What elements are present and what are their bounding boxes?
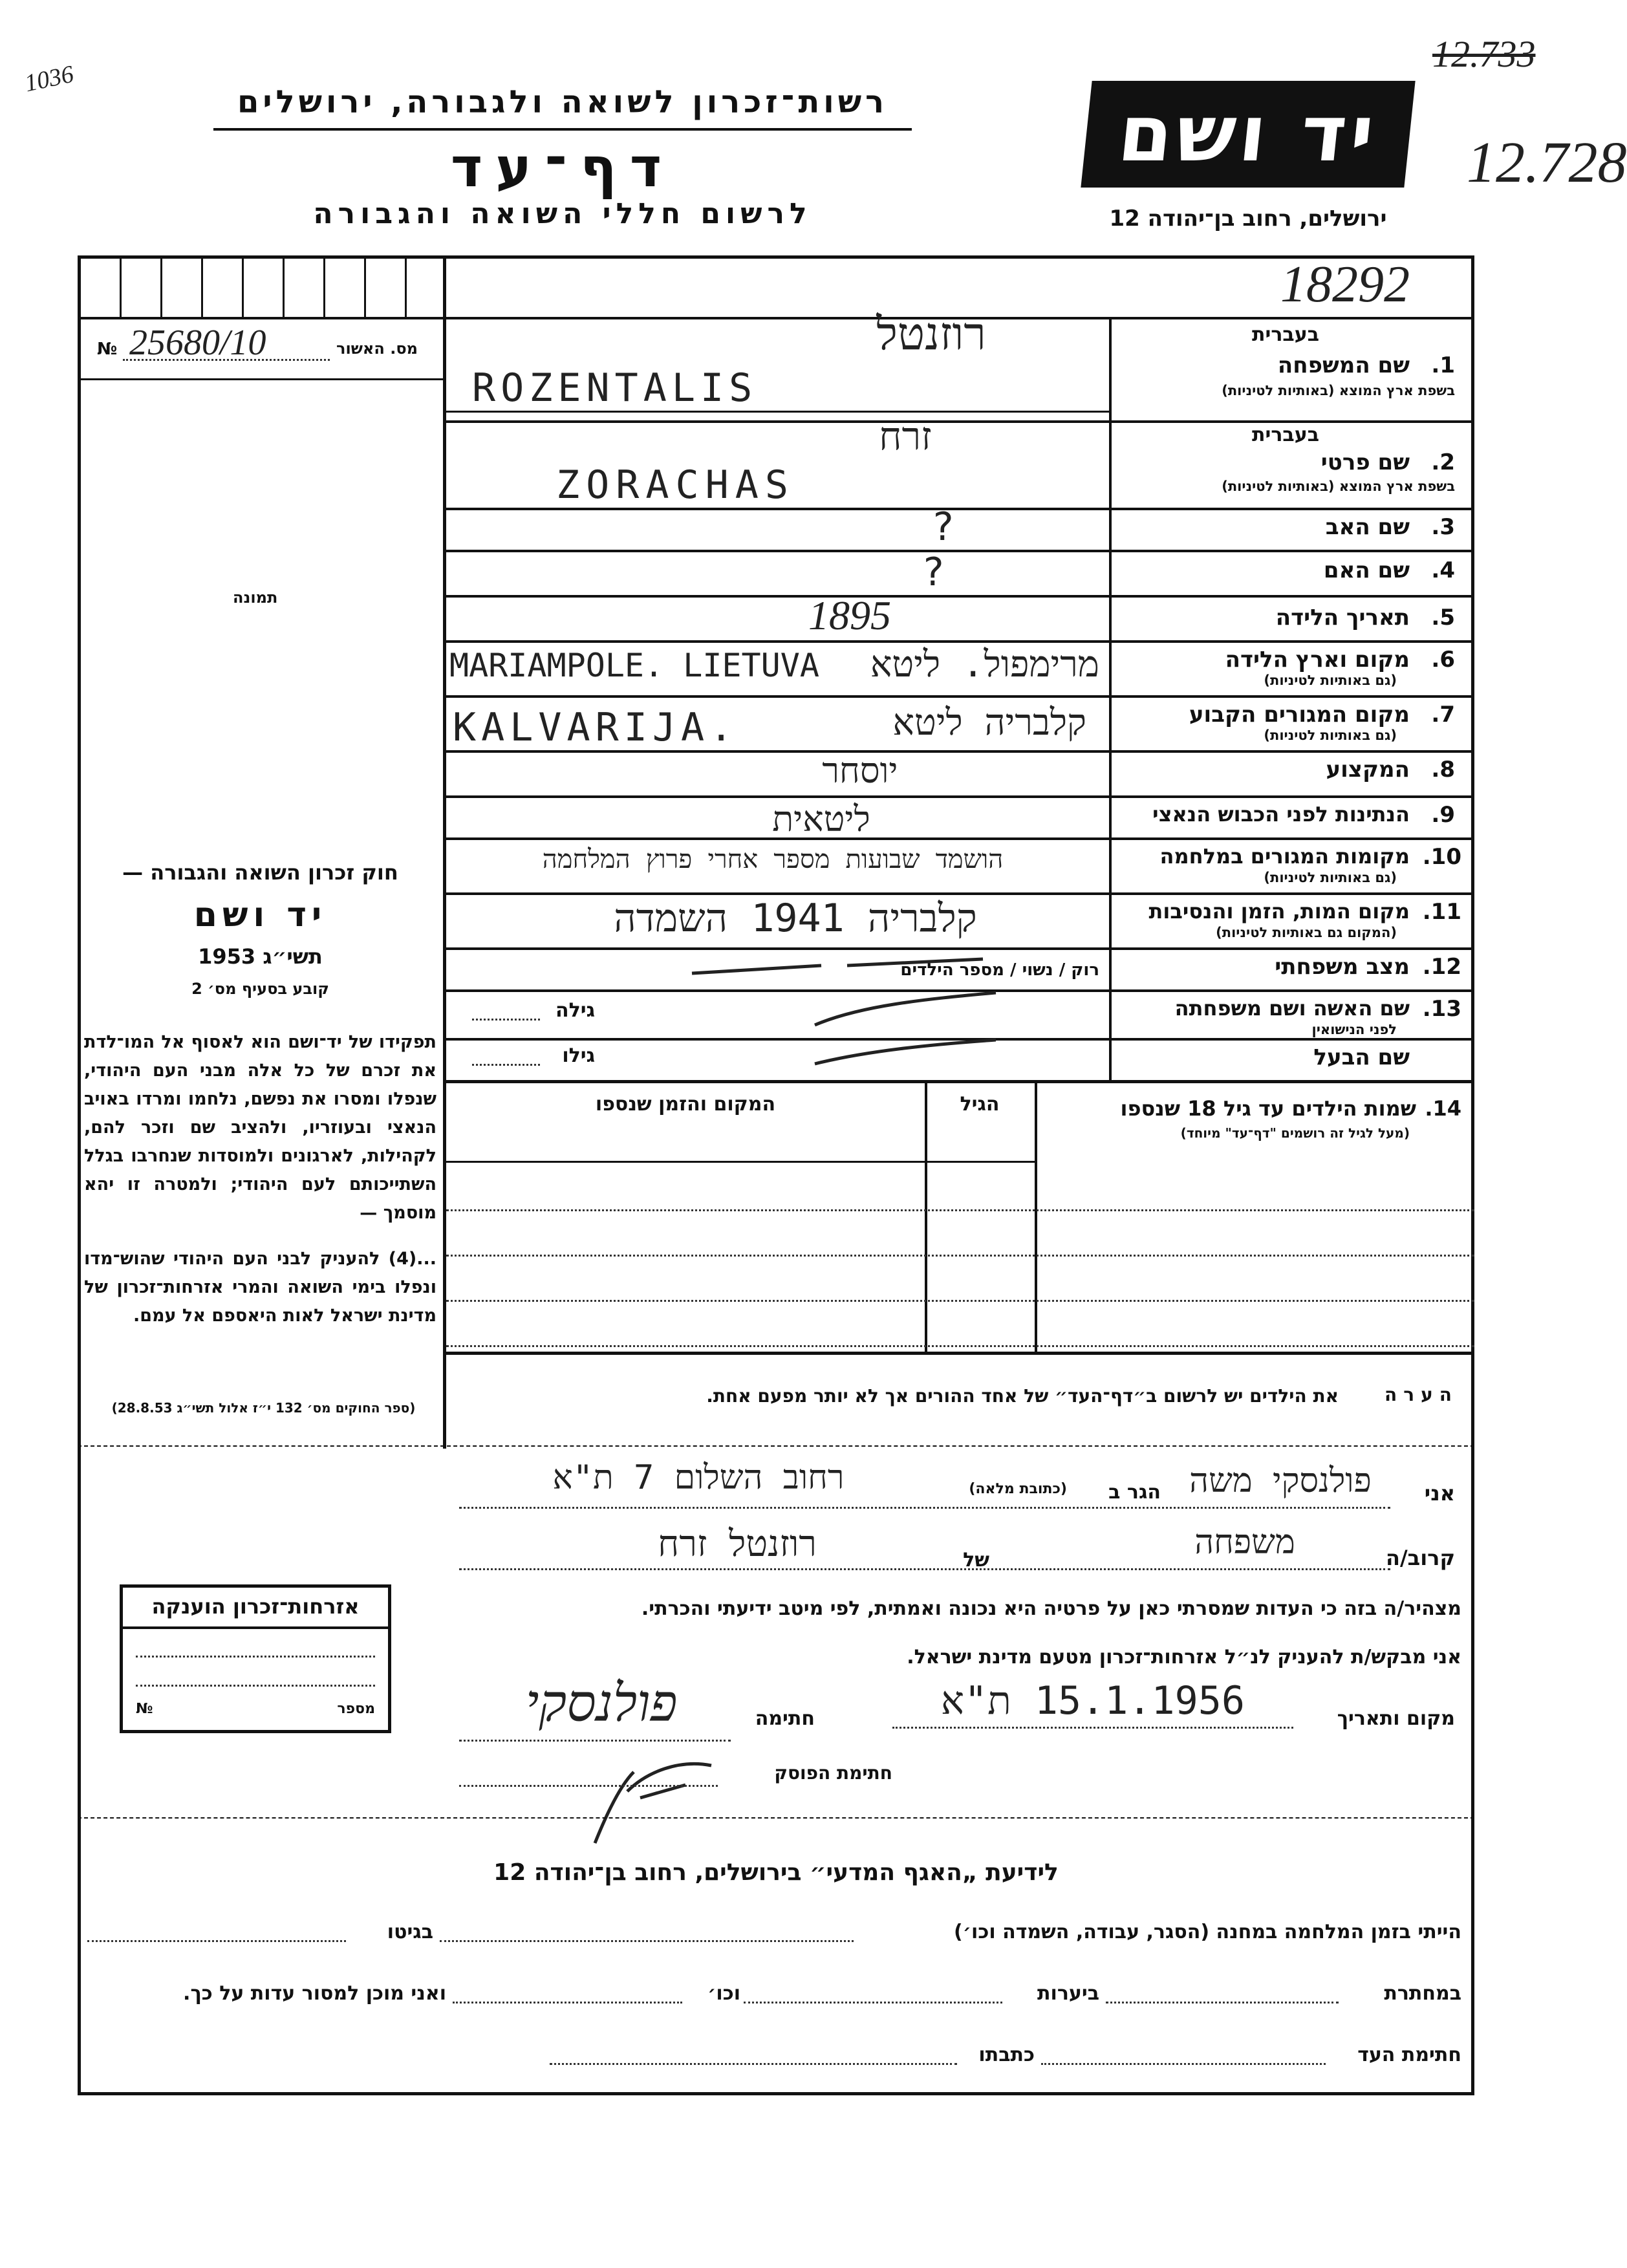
law-text-1: תפקידו של יד־ושם הוא לאסוף אל המו־לדת את זכרם של כל אלה מבני העם היהודי, שנפלו ומסרו את נפשם, נלחמו ומרדו באויב הנאצי ובעוזריו, ולהציב שם וזכר להם, לקהילות, לארגונים ולמוסדות שנחרבו בגלל השתייכותם לעם היהודי; ולמטרה זו יהא מוסמך —	[84, 1032, 436, 1223]
field-4-value: ?	[921, 550, 945, 595]
children-num: 14.	[1425, 1096, 1461, 1121]
children-col-place: המקום והזמן שנספו	[595, 1093, 776, 1116]
footer-line3-dots-a	[1041, 2063, 1326, 2065]
approval-value: 25680/10	[129, 323, 266, 363]
note-text: את הילדים יש לרשום ב״דף־העד״ של אחד ההורים אך לא יותר מפעם אחת.	[706, 1385, 1339, 1407]
field-13-sublabel: לפני הנישואין	[1311, 1022, 1397, 1037]
husband-age-dots	[472, 1064, 540, 1066]
field-1-value-lat: ROZENTALIS	[472, 365, 758, 411]
field-6-label: מקום וארץ הלידה	[1225, 647, 1410, 673]
children-col-age: הגיל	[960, 1093, 1000, 1116]
field-4-label: שם האם	[1323, 557, 1410, 583]
field-1-tag: בעברית	[1252, 323, 1319, 346]
field-7-value-heb: קלבריה ליטא	[892, 702, 1086, 744]
field-1-num: 1.	[1431, 352, 1455, 378]
logo-text: יד ושם	[1114, 89, 1383, 179]
decl-address-value: רחוב השלום 7 ת"א	[552, 1458, 845, 1497]
file-number: 18292	[1280, 256, 1410, 313]
footer-line2-dots-b	[744, 2002, 1002, 2003]
approval-prefix: №	[97, 340, 118, 359]
field-9-value: ליטאית	[772, 799, 870, 839]
field-2-sublabel: בשפת ארץ המוצא (באותיות לטיניות)	[1222, 479, 1455, 494]
row-rule-4	[443, 595, 1474, 598]
children-col-rule-1	[925, 1080, 927, 1352]
law-clause: קובע בסעיף מס׳ 2	[191, 980, 329, 998]
field-3-label: שם האב	[1325, 514, 1410, 540]
field-8-num: 8.	[1431, 757, 1455, 783]
field-11-label: מקום המות, הזמן והנסיבות	[1148, 899, 1410, 923]
decl-place-date-dots	[892, 1727, 1293, 1729]
footer-line1-dots-b	[87, 1940, 346, 1942]
row-rule-3	[443, 550, 1474, 552]
children-row-2	[446, 1255, 1474, 1257]
yad-vashem-logo	[1081, 81, 1415, 188]
label-column-divider	[1109, 317, 1112, 1080]
note-label: הערה	[1385, 1384, 1458, 1405]
field-10-sublabel: (גם באותיות לטיניות)	[1264, 870, 1397, 885]
citizenship-title: אזרחות־זכרון הוענקה	[123, 1588, 388, 1629]
footer-line3-dots-b	[550, 2063, 957, 2065]
field-6-num: 6.	[1431, 647, 1455, 673]
footer-line2-dots-c	[453, 2002, 682, 2003]
law-text-2: ...(4) להעניק לבני העם היהודי שהוש־מדו ונפלו בימי השואה והמרי אזרחות־זכרון של מדינת ישראל לאות היאספם אל עמם.	[84, 1249, 436, 1326]
citizenship-box	[120, 1584, 391, 1733]
decl-place-date-value: 15.1.1956 ת"א	[941, 1678, 1245, 1723]
citizenship-number-label: מספר	[337, 1701, 375, 1717]
register-number: 12.728	[1467, 131, 1627, 195]
footer-line1b: בגיטו	[387, 1921, 433, 1943]
footer-line2c: וכו׳	[707, 1982, 740, 2005]
field-12-label: מצב משפחתי	[1275, 954, 1410, 980]
field-13-num: 13.	[1422, 996, 1461, 1022]
decl-official-label: חתימת הפוסק	[774, 1762, 892, 1784]
law-name: יד ושם	[193, 896, 327, 934]
field-10-num: 10.	[1422, 844, 1461, 870]
approval-rule	[78, 378, 443, 380]
field-2-value-lat: ZORACHAS	[556, 462, 795, 508]
field-11-sublabel: (המקום גם באותיות לטיניות)	[1216, 925, 1397, 940]
decl-of: של	[963, 1549, 989, 1571]
citizenship-dots-2	[136, 1685, 375, 1687]
official-signature-mark	[582, 1746, 724, 1850]
decl-name-value: פולנסקי משה	[1189, 1462, 1372, 1500]
footer-line2d: ואני מוכן למסור עדות על כך.	[183, 1982, 446, 2005]
field-8-label: המקצוע	[1326, 757, 1410, 783]
field-11-num: 11.	[1422, 899, 1461, 925]
row-rule-5	[443, 640, 1474, 643]
field-9-num: 9.	[1431, 802, 1455, 828]
field-5-num: 5.	[1431, 605, 1455, 631]
decl-ani: אני	[1424, 1481, 1455, 1506]
field-9-label: הנתינות לפני הכבוש הנאצי	[1152, 802, 1410, 826]
law-year: תשי״ג 1953	[198, 944, 323, 969]
field-2-tag: בעברית	[1252, 424, 1319, 446]
children-row-3	[446, 1300, 1474, 1302]
field-10-label: מקומות המגורים במלחמה	[1159, 844, 1410, 869]
decl-relative-value: משפחה	[1194, 1523, 1295, 1562]
footer-line3b: כתבתו	[978, 2044, 1035, 2066]
field-10-value: הושמד שבועות מספר אחרי פרוץ המלחמה	[542, 845, 1004, 874]
footer-line1-dots-a	[440, 1940, 854, 1942]
row-rule-6	[443, 695, 1474, 698]
form-title: דף־עד	[450, 136, 675, 199]
decl-relative-dots	[459, 1568, 1390, 1570]
row-rule-9	[443, 837, 1474, 840]
footer-rule	[78, 1817, 1474, 1821]
decl-request: אני מבקש/ת להעניק לנ״ל אזרחות־זכרון מטעם מדינת ישראל.	[907, 1646, 1461, 1669]
row-rule-2	[443, 508, 1474, 510]
children-row-1	[446, 1209, 1474, 1211]
photo-label: תמונה	[233, 589, 278, 607]
field-7-num: 7.	[1431, 702, 1455, 728]
field-4-num: 4.	[1431, 557, 1455, 583]
field-3-value: ?	[931, 504, 955, 550]
husband-strike-mark	[808, 1028, 1002, 1074]
field-2-label: שם פרטי	[1320, 449, 1410, 475]
field-7-sublabel: (גם באותיות לטיניות)	[1264, 728, 1397, 743]
field-11-value: קלבריה 1941 השמדה	[614, 896, 977, 941]
field-6-value-lat: MARIAMPOLE. LIETUVA	[449, 647, 819, 684]
row-rule-8	[443, 795, 1474, 798]
decl-place-date-label: מקום ותאריך	[1337, 1707, 1455, 1730]
field-13-age-dots	[472, 1019, 540, 1021]
decl-full-address: (כתובת מלאה)	[969, 1481, 1067, 1497]
field-8-value: יוסחר	[822, 750, 898, 791]
field-5-value: 1895	[808, 592, 891, 638]
children-label: שמות הילדים עד גיל 18 שנספו	[1120, 1096, 1416, 1121]
children-header-rule	[443, 1161, 1035, 1163]
decl-official-dots	[459, 1785, 718, 1787]
decl-signature-dots	[459, 1740, 731, 1742]
decl-address-dots	[459, 1507, 1390, 1509]
field-2-num: 2.	[1431, 449, 1455, 475]
struck-number: 12.733	[1432, 33, 1536, 75]
field-13-age-label: גילה	[555, 999, 595, 1022]
row-rule-1a	[443, 411, 1109, 413]
footer-title: לידיעת „האגף המדעי״ בירושלים, רחוב בן־יהודה 12	[493, 1859, 1059, 1886]
decl-signature-value: פולנסקי	[525, 1676, 678, 1733]
citizenship-number-prefix: №	[136, 1701, 153, 1717]
field-1-value-heb: רוזנטל	[876, 307, 986, 360]
husband-age-label: גילו	[562, 1044, 595, 1067]
husband-label: שם הבעל	[1313, 1044, 1410, 1070]
decl-statement: מצהיר/ה בזה כי העדות שמסרתי כאן על פרטיה היא נכונה ואמתית, לפי מיטב ידיעתי והכרתי.	[641, 1597, 1461, 1620]
children-row-4	[446, 1345, 1474, 1347]
authority-title: רשות־זכרון לשואה ולגבורה, ירושלים	[237, 84, 889, 120]
footer-line2-dots-a	[1106, 2002, 1339, 2003]
field-6-sublabel: (גם באותיות לטיניות)	[1264, 673, 1397, 688]
field-7-label: מקום המגורים הקבוע	[1189, 702, 1410, 728]
approval-label: מס. האשור	[336, 340, 418, 358]
note-rule	[78, 1445, 1474, 1449]
law-source: (ספר החוקים מס׳ 132 י״ז אלול תשי״ג 28.8.53)	[111, 1400, 416, 1416]
stamp-number: 1036	[22, 60, 76, 98]
approval-dots	[123, 359, 330, 361]
field-13-label: שם האשה ושם משפחתה	[1174, 996, 1410, 1021]
decl-of-value: רוזנטל זרח	[658, 1523, 817, 1565]
children-bottom-rule	[443, 1352, 1474, 1355]
children-tick	[1035, 1151, 1050, 1177]
field-5-label: תאריך הלידה	[1275, 605, 1410, 631]
law-title: חוק זכרון השואה והגבורה —	[122, 860, 398, 885]
address: ירושלים, רחוב בן־יהודה 12	[1109, 206, 1387, 232]
footer-line3a: חתימת העד	[1357, 2044, 1461, 2066]
row-rule-10	[443, 892, 1474, 895]
children-col-rule-2	[1035, 1080, 1037, 1352]
field-12-options: רוק / נשוי / מספר הילדים	[900, 960, 1099, 980]
form-subtitle: לרשום חללי השואה והגבורה	[313, 197, 812, 230]
field-1-sublabel: בשפת ארץ המוצא (באותיות לטיניות)	[1222, 383, 1455, 398]
decl-signature-label: חתימה	[755, 1707, 815, 1730]
header-rule	[213, 128, 912, 131]
footer-line1a: הייתי בזמן המלחמה במחנה (הסגר, עבודה, השמדה וכו׳)	[954, 1921, 1461, 1943]
row-rule-14	[443, 1080, 1474, 1083]
field-12-num: 12.	[1422, 954, 1461, 980]
footer-line2a: במחתרת	[1384, 1982, 1461, 2005]
footer-line2b: ביערות	[1037, 1982, 1099, 2005]
decl-relative: קרוב/ה	[1386, 1546, 1455, 1570]
field-7-value-lat: KALVARIJA.	[453, 705, 738, 750]
citizenship-dots-1	[136, 1656, 375, 1658]
decl-resides: הגר ב	[1108, 1481, 1161, 1504]
row-rule-7	[443, 750, 1474, 753]
field-1-label: שם המשפחה	[1277, 352, 1410, 378]
children-sublabel: (מעל לגיל זה רושמים "דף־עד" מיוחד)	[1180, 1125, 1410, 1141]
reference-boxes	[81, 257, 443, 317]
field-12-strike-marks	[685, 947, 989, 986]
field-2-value-heb: זרח	[879, 414, 932, 459]
field-6-value-heb: מרימפול. ליטא	[870, 643, 1099, 686]
field-3-num: 3.	[1431, 514, 1455, 540]
